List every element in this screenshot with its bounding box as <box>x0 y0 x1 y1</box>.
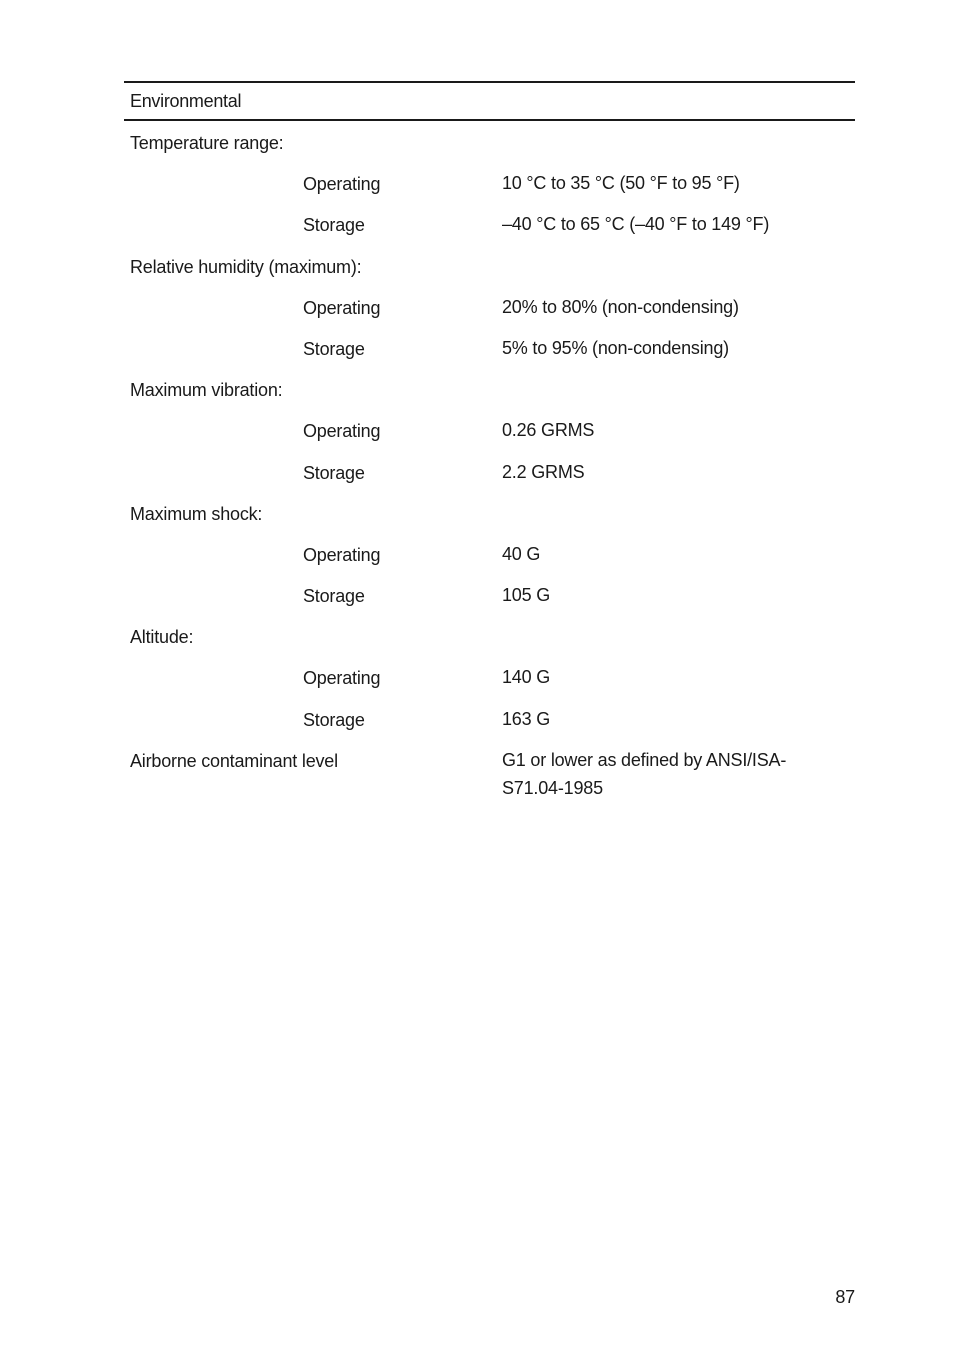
table-row <box>124 125 855 166</box>
table-row <box>124 537 855 578</box>
table-row <box>124 496 855 537</box>
table-body <box>124 121 855 798</box>
spec-value: 10 °C to 35 °C (50 °F to 95 °F) <box>502 173 740 194</box>
table-row <box>124 619 855 660</box>
spec-value: –40 °C to 65 °C (–40 °F to 149 °F) <box>502 214 770 235</box>
condition-label: Storage <box>303 215 365 236</box>
table-row <box>124 372 855 413</box>
table-row <box>124 455 855 496</box>
table-row <box>124 207 855 248</box>
spec-value: 0.26 GRMS <box>502 420 595 441</box>
section-title: Environmental <box>130 90 242 111</box>
table-row <box>124 249 855 290</box>
spec-value: 163 G <box>502 708 551 729</box>
table-row <box>124 702 855 743</box>
table-row <box>124 660 855 701</box>
condition-label: Operating <box>303 174 381 195</box>
spec-value: 140 G <box>502 667 551 688</box>
spec-table <box>124 81 855 798</box>
category-label: Relative humidity (maximum): <box>130 256 362 277</box>
category-label: Maximum vibration: <box>130 380 283 401</box>
condition-label: Storage <box>303 462 365 483</box>
spec-value: 2.2 GRMS <box>502 461 585 482</box>
table-row <box>124 413 855 454</box>
category-label: Airborne contaminant level <box>130 750 338 771</box>
condition-label: Storage <box>303 709 365 730</box>
spec-value: G1 or lower as defined by ANSI/ISA-S71.04-1985 <box>502 749 787 798</box>
condition-label: Operating <box>303 297 381 318</box>
table-row <box>124 166 855 207</box>
table-row <box>124 331 855 372</box>
spec-value: 5% to 95% (non-condensing) <box>502 337 729 358</box>
condition-label: Operating <box>303 668 381 689</box>
spec-value: 105 G <box>502 585 551 606</box>
spec-value: 40 G <box>502 543 541 564</box>
category-label: Maximum shock: <box>130 503 263 524</box>
page-number: 87 <box>835 1287 855 1307</box>
spec-value: 20% to 80% (non-condensing) <box>502 296 739 317</box>
condition-label: Operating <box>303 544 381 565</box>
condition-label: Storage <box>303 338 365 359</box>
table-row <box>124 290 855 331</box>
table-row <box>124 578 855 619</box>
table-row <box>124 743 855 798</box>
table-header <box>124 83 855 119</box>
category-label: Altitude: <box>130 627 194 648</box>
condition-label: Storage <box>303 586 365 607</box>
condition-label: Operating <box>303 421 381 442</box>
category-label: Temperature range: <box>130 133 284 153</box>
